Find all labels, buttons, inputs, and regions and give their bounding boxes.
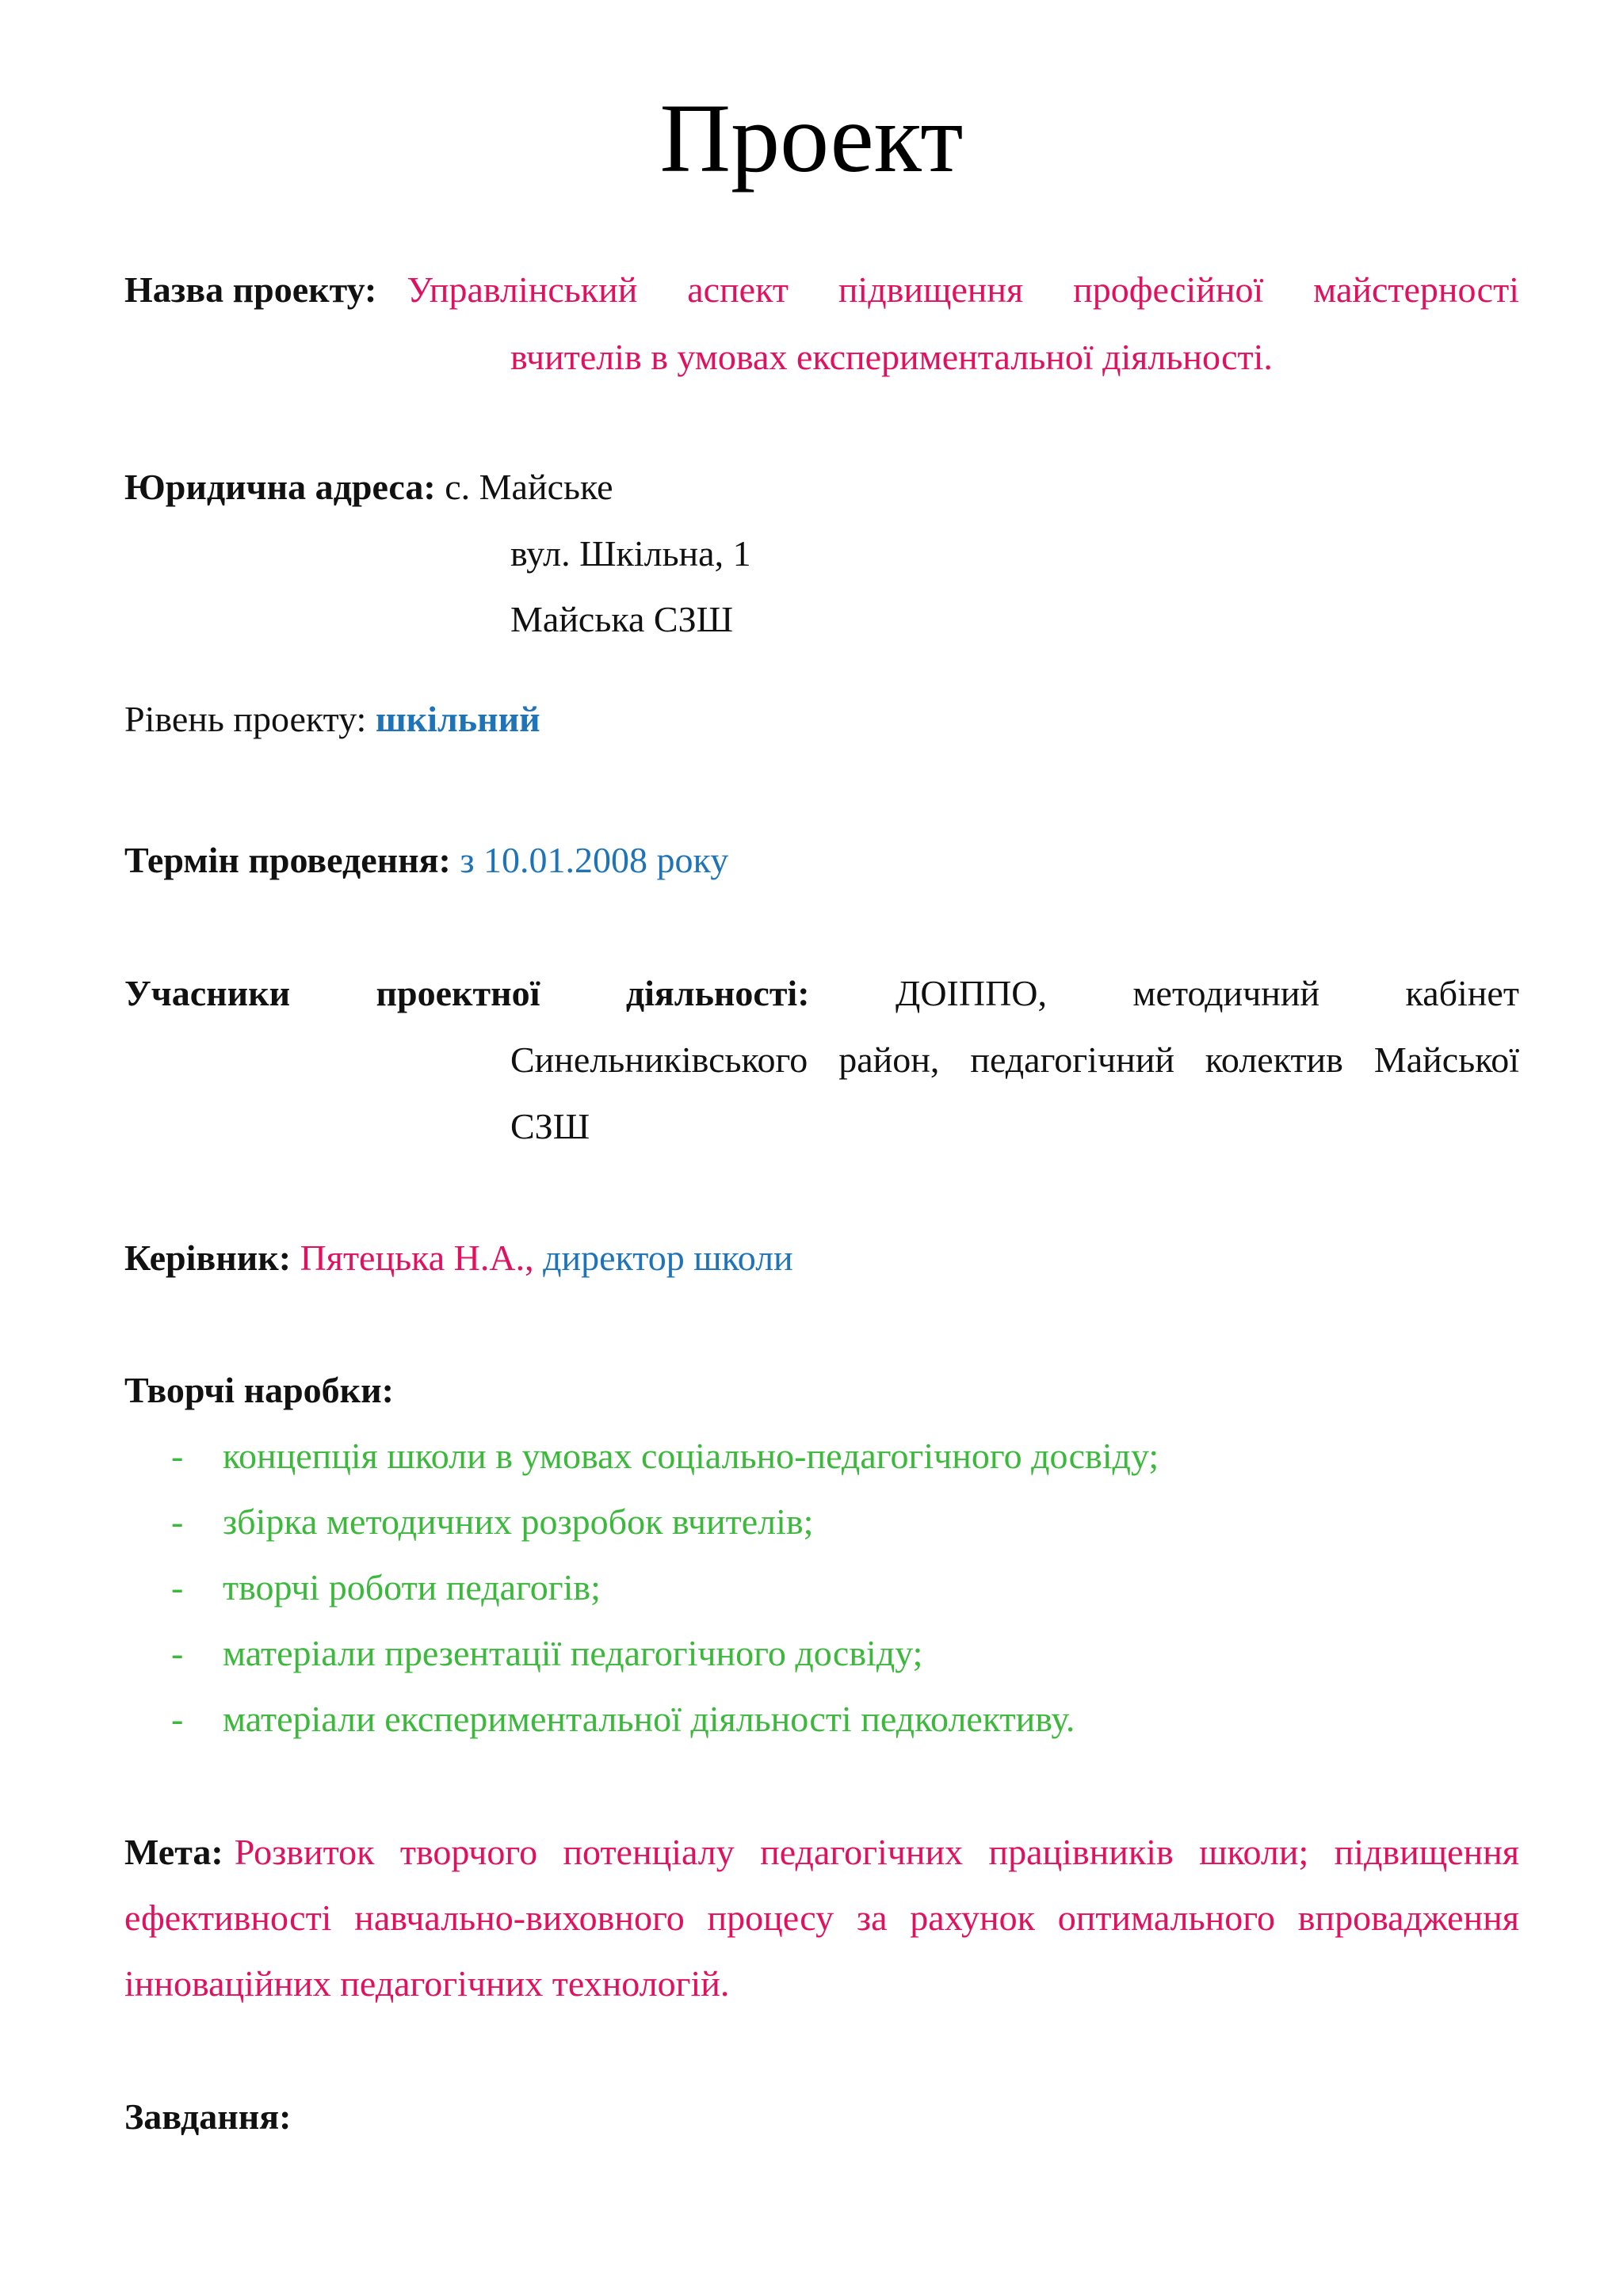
tasks-label: Завдання:: [124, 2096, 292, 2137]
works-bullet: -: [171, 1501, 184, 1542]
participants-line3: СЗШ: [510, 1106, 590, 1146]
goal-text-line1: Розвиток творчого потенціалу педагогічних працівників школи; підвищення: [234, 1832, 1519, 1872]
works-item-text: збірка методичних розробок вчителів;: [223, 1501, 814, 1542]
participants-value-word3: кабінет: [1405, 973, 1519, 1013]
goal-line1: [124, 1830, 1519, 1875]
level-label: Рівень проекту:: [124, 699, 367, 739]
participants-line2: [510, 1038, 1519, 1082]
participants-label-word2: проектної: [376, 973, 540, 1013]
goal-label: Мета:: [124, 1832, 223, 1872]
term-line: [124, 838, 728, 883]
term-label: Термін проведення:: [124, 840, 451, 880]
head-line: [124, 1236, 793, 1280]
level-value: шкільний: [375, 699, 540, 739]
participants-label-word3: діяльності:: [625, 973, 810, 1013]
participants-value-line2: Синельниківського район, педагогічний колектив Майської: [510, 1039, 1519, 1080]
works-item-text: матеріали презентації педагогічного досвіду;: [223, 1633, 923, 1673]
works-bullet: -: [171, 1699, 184, 1739]
participants-value-word2: методичний: [1132, 973, 1320, 1013]
legal-address-school: Майська СЗШ: [510, 599, 734, 639]
legal-address-label: Юридична адреса:: [124, 467, 436, 507]
level-line: [124, 697, 540, 742]
legal-address-line1: [124, 465, 613, 509]
participants-value-word1: ДОІППО,: [895, 973, 1048, 1013]
head-position: директор школи: [543, 1238, 793, 1278]
legal-address-village: с. Майське: [445, 467, 613, 507]
goal-text-line2: ефективності навчально-виховного процесу за рахунок оптимального впровадження: [124, 1897, 1519, 1938]
works-bullet: -: [171, 1567, 184, 1608]
works-item-text: концепція школи в умовах соціально-педагогічного досвіду;: [223, 1436, 1159, 1476]
project-name-value-line2: вчителів в умовах експериментальної діяльності.: [510, 337, 1273, 377]
head-name: Пятецька Н.А.,: [300, 1238, 534, 1278]
participants-label-word1: Учасники: [124, 973, 291, 1013]
works-label: Творчі наробки:: [124, 1370, 394, 1410]
term-value: з 10.01.2008 року: [460, 840, 729, 880]
legal-address-street: вул. Шкільна, 1: [510, 533, 751, 574]
project-name-value-line1: Управлінський аспект підвищення професійної майстерності: [407, 269, 1519, 310]
page-title: Проект: [659, 84, 964, 193]
works-bullet: -: [171, 1436, 184, 1476]
goal-text-line3: інноваційних педагогічних технологій.: [124, 1963, 730, 2004]
head-label: Керівник:: [124, 1238, 292, 1278]
project-name-line1: [124, 268, 1519, 312]
participants-line1: [124, 971, 1519, 1016]
works-item-text: матеріали експериментальної діяльності педколективу.: [223, 1699, 1075, 1739]
works-bullet: -: [171, 1633, 184, 1673]
project-name-label: Назва проекту:: [124, 269, 377, 310]
works-item-text: творчі роботи педагогів;: [223, 1567, 601, 1608]
